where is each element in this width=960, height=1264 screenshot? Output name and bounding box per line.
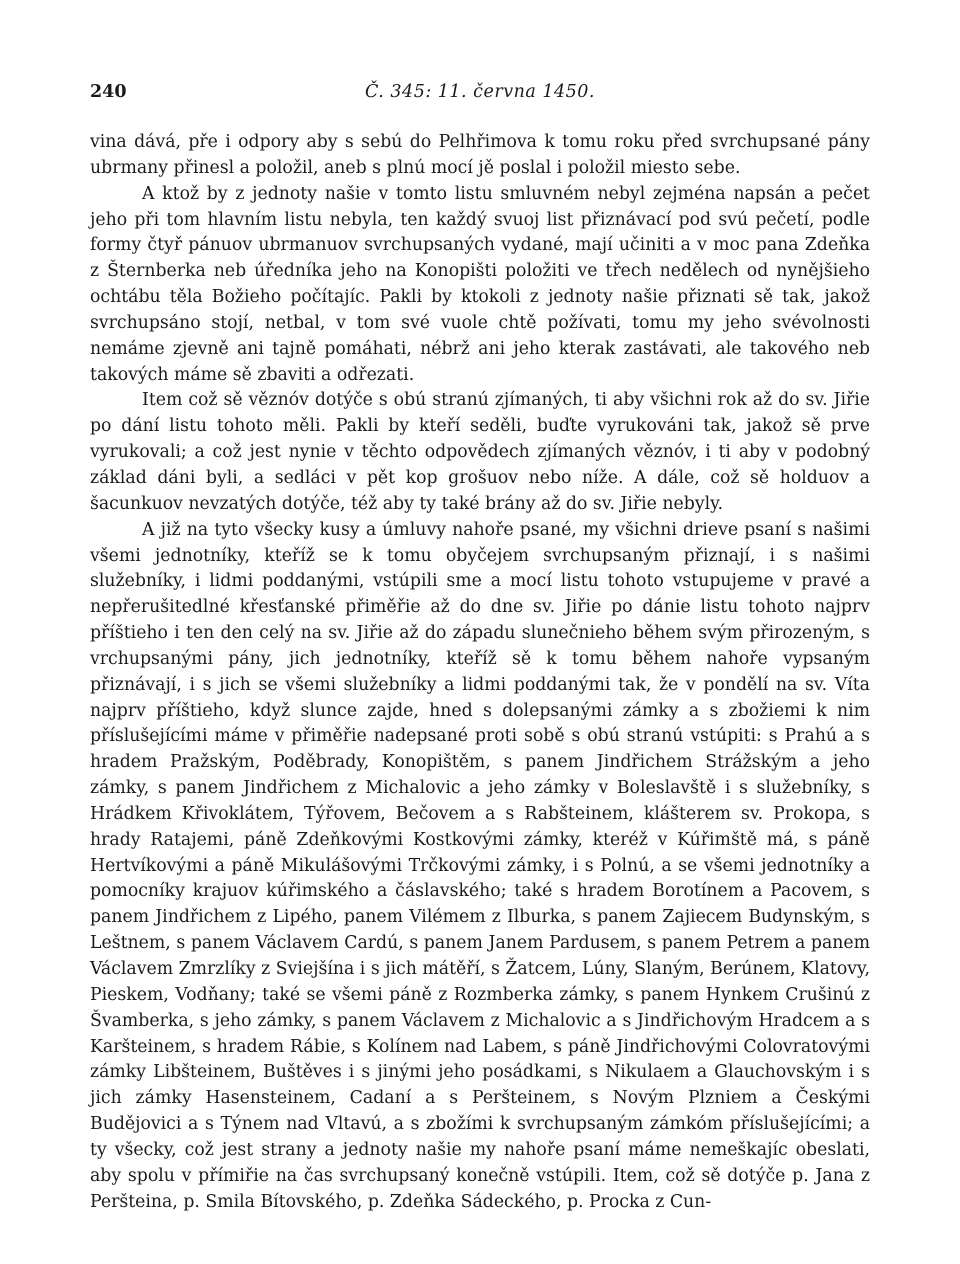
page-header	[90, 80, 870, 104]
paragraph: Item což sě věznóv dotýče s obú stranú zjímaných, ti aby všichni rok až do sv. Jiřie po dání listu tohoto měli. Pakli by kteří seděli, buďte vyrukováni tak, jakož sě prve vyrukovali; a což jest nynie v těchto odpovědech zjímaných věznóv, i ti aby v podobný základ dáni byli, a sedláci v pět kop grošuov nebo níže. A dále, což sě holduov a šacunkuov nevzatých dotýče, též aby ty také brány až do sv. Jiřie nebyly.	[90, 390, 870, 514]
page-number: 240	[90, 82, 127, 102]
body-text	[90, 130, 870, 1215]
running-title: Č. 345: 11. června 1450.	[365, 82, 595, 102]
paragraph: A ktož by z jednoty našie v tomto listu smluvném nebyl zejména napsán a pečet jeho při tom hlavním listu nebyla, ten každý svuoj list přiznávací pod svú pečetí, podle formy čtyř pánuov ubrmanuov svrchupsaných vydané, mají učiniti a v moc pana Zdeňka z Šternberka neb úředníka jeho na Konopišti položiti ve třech nedělech od nynějšieho ochtábu těla Božieho počítajíc. Pakli by ktokoli z jednoty našie přiznati sě tak, jakož svrchupsáno stojí, netbal, v tom své vuole chtě požívati, tomu my jeho svévolnosti nemáme zjevně ani tajně pomáhati, nébrž ani jeho kterak zastávati, ale takového neb takových máme sě zbaviti a odřezati.	[90, 183, 870, 385]
paragraph-continuation: vina dává, pře i odpory aby s sebú do Pelhřimova k tomu roku před svrchupsané pány ubrmany přinesl a položil, aneb s plnú mocí jě poslal i položil miesto sebe.	[90, 132, 870, 178]
paragraph: A již na tyto všecky kusy a úmluvy nahoře psané, my všichni drieve psaní s našimi všemi jednotníky, kteříž se k tomu obyčejem svrchupsaným přiznají, i s našimi služebníky, i lidmi poddanými, vstúpili sme a mocí listu tohoto vstupujeme v pravé a nepřerušitedlné křesťanské přiměřie až do dne sv. Jiřie po dánie listu tohoto najprv příštieho i ten den celý na sv. Jiřie až do západu slunečnieho během svým přirozeným, s vrchupsanými pány, jich jednotníky, kteříž sě k tomu během nahoře vypsaným přiznávají, i s jich se všemi služebníky a lidmi poddanými tak, že v pondělí na sv. Víta najprv příštieho, když slunce zajde, hned s dolepsanými zámky a s zbožiemi k nim příslušejícími máme v přiměřie nadepsané proti sobě s obú stranú vstúpiti: s Prahú a s hradem Pražským, Poděbrady, Konopištěm, s panem Jindřichem Strážským a jeho zámky, s panem Jindřichem z Michalovic a jeho zámky v Boleslavště i s služebníky, s Hrádkem Křivoklátem, Týřovem, Bečovem a s Rabšteinem, klášterem sv. Prokopa, s hrady Ratajemi, páně Zdeňkovými Kostkovými zámky, kteréž v Kúřimště má, s páně Hertvíkovými a páně Mikulášovými Trčkovými zámky, i s Polnú, a se všemi jednotníky a pomocníky krajuov kúřimského a čáslavského; také s hradem Borotínem a Pacovem, s panem Jindřichem z Lipého, panem Vilémem z Ilburka, s panem Zajiecem Budynským, s Leštnem, s panem Václavem Cardú, s panem Janem Pardusem, s panem Petrem a panem Václavem Zmrzlíky z Sviejšína i s jich mátěří, s Žatcem, Lúny, Slaným, Berúnem, Klatovy, Pieskem, Vodňany; také se všemi páně z Rozmberka zámky, s panem Hynkem Crušinú z Švamberka, s jeho zámky, s panem Václavem z Michalovic a s Jindřichovým Hradcem a s Karšteinem, s hradem Rábie, s Kolínem nad Labem, s páně Jindřichovými Colovratovými zámky Libšteinem, Buštěves i s jinými jeho posádkami, s Nikulaem a Glauchovským i s jich zámky Hasensteinem, Cadaní a s Peršteinem, s Novým Plzniem a Českými Budějovici a s Týnem nad Vltavú, a s zbožími k svrchupsaným zámkóm příslušejícími; a ty všecky, což jest strany a jednoty našie my nahoře psaní máme nemeškajíc obeslati, aby spolu v přímiřie na čas svrchupsaný konečně vstúpili. Item, což sě dotýče p. Jana z Peršteina, p. Smila Bítovského, p. Zdeňka Sádeckého, p. Procka z Cun-	[90, 519, 870, 1212]
